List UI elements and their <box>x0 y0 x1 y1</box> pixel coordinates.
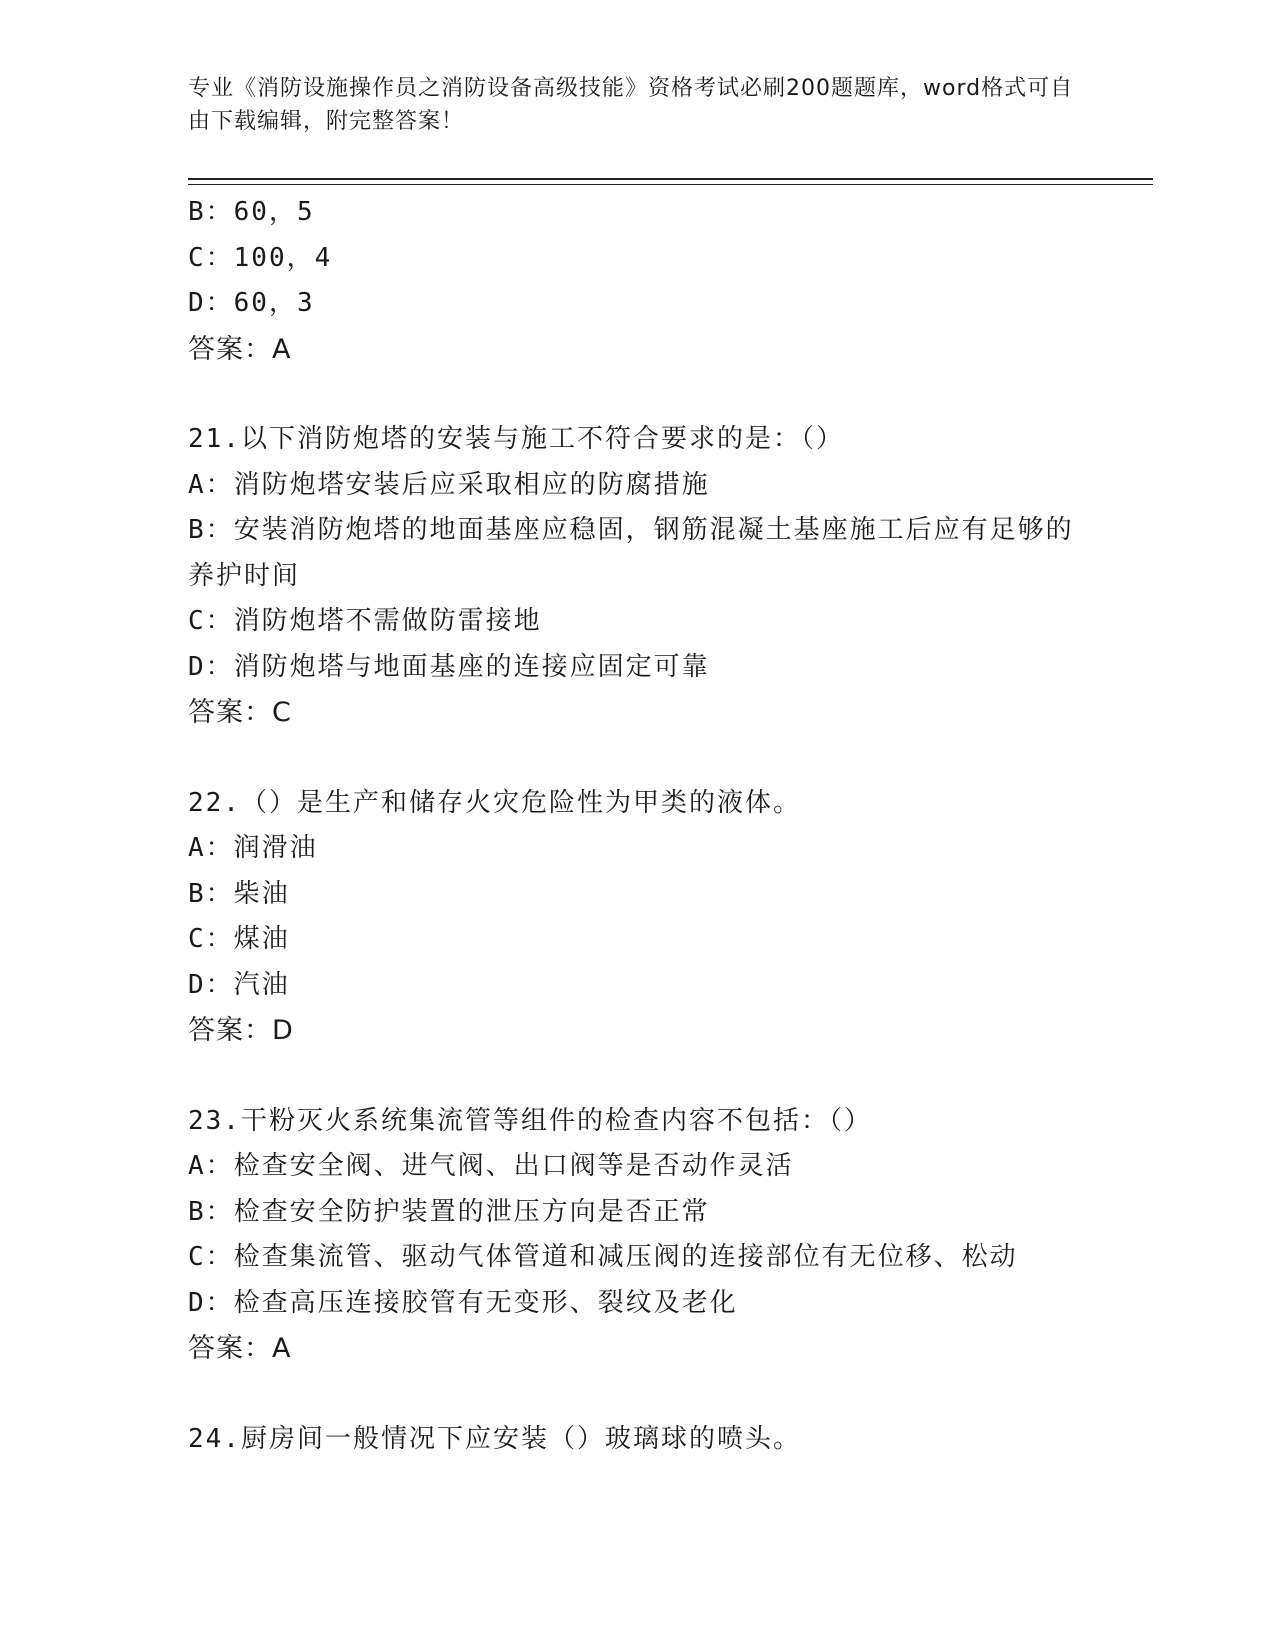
answer-line: 答案：A <box>188 333 292 365</box>
option-line: D：60，3 <box>188 288 315 318</box>
option-line: A：检查安全阀、进气阀、出口阀等是否动作灵活 <box>188 1151 794 1181</box>
option-line: A：润滑油 <box>188 833 318 863</box>
option-line: A：消防炮塔安装后应采取相应的防腐措施 <box>188 469 710 500</box>
header-divider-thin <box>188 184 1153 185</box>
answer-line: 答案：A <box>188 1333 292 1364</box>
answer-line: 答案：D <box>188 1015 294 1046</box>
question-stem: 21.以下消防炮塔的安装与施工不符合要求的是：（） <box>188 424 844 454</box>
header-divider-thick <box>188 178 1153 180</box>
option-line: D：检查高压连接胶管有无变形、裂纹及老化 <box>188 1287 738 1318</box>
spacer <box>188 736 1088 781</box>
question-block-23 <box>188 1099 1088 1372</box>
option-line: B：安装消防炮塔的地面基座应稳固，钢筋混凝土基座施工后应有足够的养护时间 <box>188 515 1074 591</box>
document-header: 专业《消防设施操作员之消防设备高级技能》资格考试必刷200题题库，word格式可自由下载编辑，附完整答案！ <box>188 76 1074 134</box>
option-line: C：煤油 <box>188 924 290 954</box>
question-stem: 22.（）是生产和储存火灾危险性为甲类的液体。 <box>188 787 801 818</box>
option-line: D：消防炮塔与地面基座的连接应固定可靠 <box>188 651 710 682</box>
answer-line: 答案：C <box>188 697 292 728</box>
question-block-21 <box>188 417 1088 736</box>
prev-question-block <box>188 190 1088 372</box>
option-line: C：100，4 <box>188 242 333 273</box>
question-stem: 23.干粉灭火系统集流管等组件的检查内容不包括：（） <box>188 1105 872 1136</box>
spacer <box>188 372 1088 417</box>
option-line: C：消防炮塔不需做防雷接地 <box>188 606 542 636</box>
question-block-24 <box>188 1417 1088 1463</box>
option-line: D：汽油 <box>188 969 290 1000</box>
option-line: B：检查安全防护装置的泄压方向是否正常 <box>188 1196 710 1227</box>
question-block-22 <box>188 781 1088 1054</box>
spacer <box>188 1372 1088 1417</box>
spacer <box>188 1054 1088 1099</box>
question-content <box>188 190 1088 1462</box>
option-line: B：60，5 <box>188 197 315 227</box>
option-line: C：检查集流管、驱动气体管道和减压阀的连接部位有无位移、松动 <box>188 1242 1018 1272</box>
question-stem: 24.厨房间一般情况下应安装（）玻璃球的喷头。 <box>188 1423 801 1454</box>
option-line: B：柴油 <box>188 878 290 909</box>
